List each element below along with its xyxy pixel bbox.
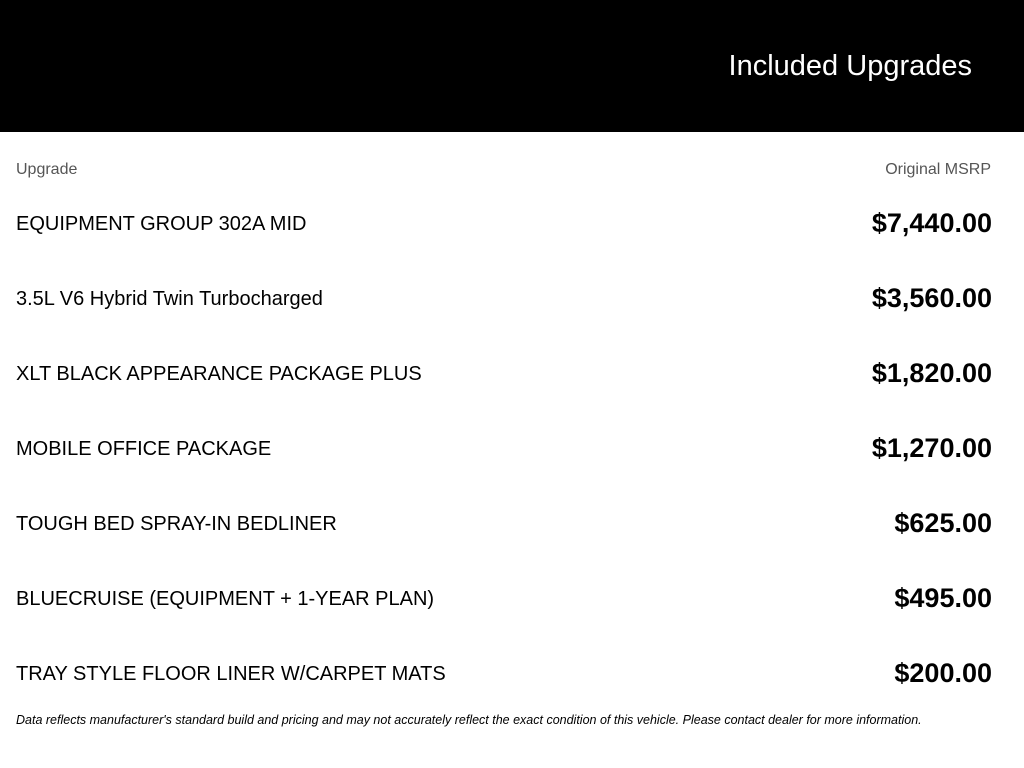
- upgrade-name: MOBILE OFFICE PACKAGE: [16, 438, 272, 460]
- upgrade-row: [0, 335, 1024, 410]
- upgrade-name: XLT BLACK APPEARANCE PACKAGE PLUS: [16, 363, 422, 385]
- upgrade-price: $7,440.00: [871, 208, 992, 238]
- column-header-msrp: Original MSRP: [885, 161, 991, 178]
- upgrade-name: TRAY STYLE FLOOR LINER W/CARPET MATS: [16, 663, 446, 685]
- disclaimer-text: Data reflects manufacturer's standard build and pricing and may not accurately reflect the exact condition of this vehicle. Please contact dealer for more information.: [16, 713, 922, 727]
- upgrade-row: [0, 485, 1024, 560]
- column-header-upgrade: Upgrade: [16, 161, 78, 178]
- upgrade-name: EQUIPMENT GROUP 302A MID: [16, 213, 307, 235]
- upgrade-price: $1,820.00: [871, 358, 992, 388]
- upgrade-row: [0, 260, 1024, 335]
- upgrade-row: [0, 635, 1024, 710]
- upgrade-row: [0, 560, 1024, 635]
- upgrade-name: TOUGH BED SPRAY-IN BEDLINER: [16, 513, 337, 535]
- upgrade-row: [0, 185, 1024, 260]
- upgrade-name: 3.5L V6 Hybrid Twin Turbocharged: [16, 288, 323, 310]
- upgrade-price: $1,270.00: [871, 433, 992, 463]
- upgrade-price: $625.00: [894, 508, 992, 538]
- upgrade-price: $3,560.00: [871, 283, 992, 313]
- upgrade-price: $495.00: [894, 583, 992, 613]
- upgrades-list: [0, 185, 1024, 710]
- upgrade-name: BLUECRUISE (EQUIPMENT + 1-YEAR PLAN): [16, 588, 435, 610]
- page-title: Included Upgrades: [728, 50, 972, 82]
- header-banner: [0, 0, 1024, 132]
- upgrade-price: $200.00: [894, 658, 992, 688]
- upgrade-row: [0, 410, 1024, 485]
